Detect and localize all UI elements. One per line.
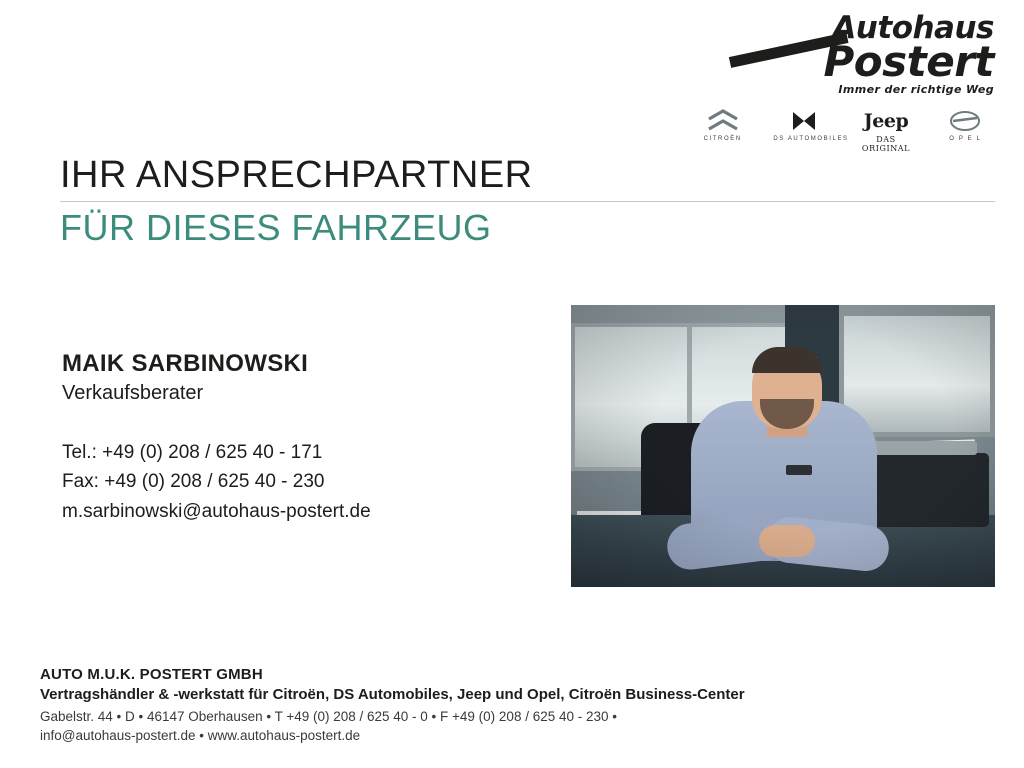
contact-name: MAIK SARBINOWSKI [62,350,309,377]
contact-card [62,350,542,526]
marque-ds-caption: DS AUTOMOBILES [773,136,849,143]
contact-role: Verkaufsberater [62,382,204,404]
contact-email[interactable]: m.sarbinowski@autohaus-postert.de [62,500,371,522]
brand-logo-line1: Autohaus [832,10,994,46]
page-subtitle: FÜR DIESES FAHRZEUG [60,206,492,248]
footer-description: Vertragshändler & -werkstatt für Citroën, DS Automobiles, Jeep und Opel, Citroën Business-Center [40,685,745,703]
photo-vignette [571,305,995,587]
marque-opel-caption: O P E L [949,136,982,143]
footer [40,666,1000,746]
contact-phone: Tel.: +49 (0) 208 / 625 40 - 171 [62,442,323,463]
marque-ds-automobiles [773,108,849,143]
marque-jeep-caption: DAS ORIGINAL [861,135,911,154]
contact-fax: Fax: +49 (0) 208 / 625 40 - 230 [62,471,325,493]
footer-address-line2[interactable]: info@autohaus-postert.de • www.autohaus-postert.de [40,728,361,744]
ds-automobiles-logo-icon [773,108,835,134]
contact-details [62,438,542,526]
brand-logo [694,10,994,86]
brand-tagline: Immer der richtige Weg [838,83,994,97]
footer-company-name: AUTO M.U.K. POSTERT GMBH [40,665,263,683]
brand-header [694,10,994,154]
brand-logo-line2-text: Postert [823,36,994,86]
marque-citroen-caption: CITROËN [703,136,742,143]
brand-logo-line2 [694,36,994,86]
footer-address [40,707,1000,746]
page-title: IHR ANSPRECHPARTNER [60,154,533,196]
footer-address-line1: Gabelstr. 44 • D • 46147 Oberhausen • T +49 (0) 208 / 625 40 - 0 • F +49 (0) 208 / 625 40 - 230 • [40,708,617,724]
page-title-block [60,155,995,247]
marque-logo-row [694,108,994,153]
salesperson-photo [571,305,995,587]
jeep-wordmark: Jeep [863,109,909,132]
marque-citroen [694,108,751,142]
citroen-logo-icon [694,108,751,134]
jeep-logo-icon [857,108,914,134]
marque-jeep [857,108,914,153]
title-divider [60,201,995,202]
marque-opel [937,108,994,142]
opel-logo-icon [937,108,994,134]
